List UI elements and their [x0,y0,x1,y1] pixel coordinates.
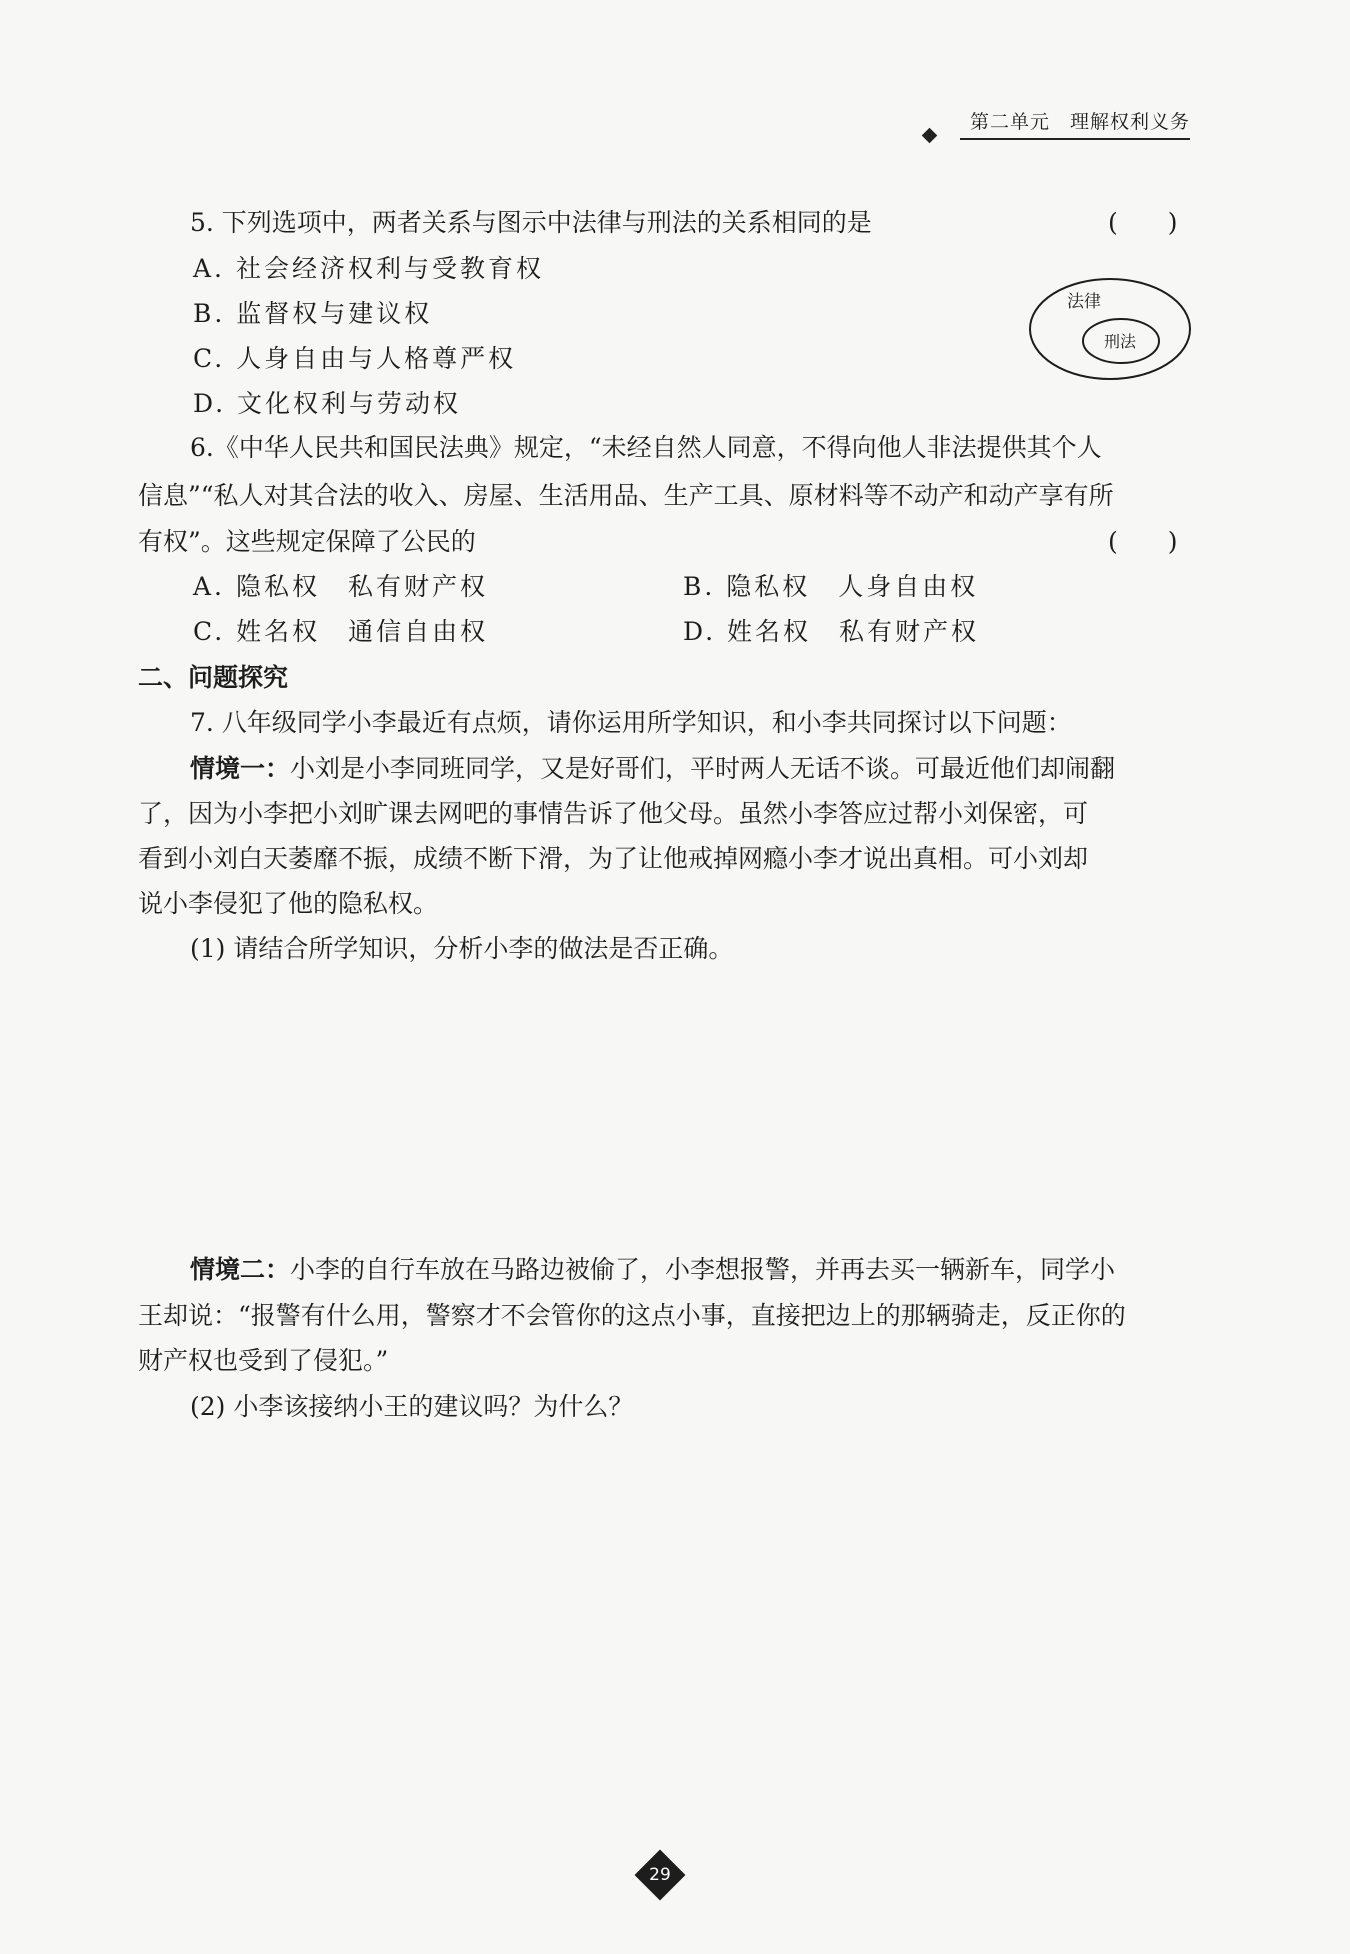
q6-option-c: C. 姓名权 通信自由权 [193,617,489,646]
scenario-2-line-2: 王却说：“报警有什么用，警察才不会管你的这点小事，直接把边上的那辆骑走，反正你的 [138,1301,1126,1330]
q6-option-b: B. 隐私权 人身自由权 [683,572,979,601]
q6-line-2: 信息”“私人对其合法的收入、房屋、生活用品、生产工具、原材料等不动产和动产享有所 [138,481,1114,510]
page-number: 29 [649,1865,671,1885]
running-header [960,108,1190,140]
q5-option-a: A. 社会经济权利与受教育权 [193,254,544,283]
scenario-2-label: 情境二： [190,1255,291,1284]
q5-option-d: D. 文化权利与劳动权 [193,389,462,418]
scenario-1-line-4: 说小李侵犯了他的隐私权。 [138,889,439,918]
q7-intro: 7. 八年级同学小李最近有点烦，请你运用所学知识，和小李共同探讨以下问题： [190,708,1072,737]
question-1: (1) 请结合所学知识，分析小李的做法是否正确。 [190,934,734,963]
scenario-1-line-2: 了，因为小李把小刘旷课去网吧的事情告诉了他父母。虽然小李答应过帮小刘保密，可 [138,799,1089,828]
q6-answer-paren: ( ) [1108,527,1178,556]
page-number-badge [638,1853,682,1897]
diamond-bullet-icon [922,128,938,144]
q6-option-a: A. 隐私权 私有财产权 [193,572,488,601]
q5-answer-paren: ( ) [1108,208,1178,237]
scenario-1-line-1 [190,751,1115,787]
q5-option-b: B. 监督权与建议权 [193,299,433,328]
question-2: (2) 小李该接纳小王的建议吗？为什么？ [190,1392,634,1421]
outer-label: 法律 [1067,292,1101,312]
q6-option-d: D. 姓名权 私有财产权 [683,617,980,646]
scenario-2-line-3: 财产权也受到了侵犯。” [138,1346,389,1375]
q5-option-c: C. 人身自由与人格尊严权 [193,344,517,373]
law-criminal-law-diagram [1028,277,1192,381]
scenario-1-line-3: 看到小刘白天萎靡不振，成绩不断下滑，为了让他戒掉网瘾小李才说出真相。可小刘却 [138,844,1089,873]
q6-line-3: 有权”。这些规定保障了公民的 [138,527,476,556]
outer-ellipse [1030,279,1190,379]
scenario-2-line-1 [190,1252,1115,1288]
scenario-1-label: 情境一： [190,754,291,783]
section-2-title: 二、问题探究 [138,663,289,692]
inner-label: 刑法 [1104,332,1137,351]
q6-line-1: 6.《中华人民共和国民法典》规定，“未经自然人同意，不得向他人非法提供其个人 [190,433,1102,462]
scenario-2-text-1: 小李的自行车放在马路边被偷了，小李想报警，并再去买一辆新车，同学小 [290,1255,1116,1284]
q5-stem: 5. 下列选项中，两者关系与图示中法律与刑法的关系相同的是 [190,208,872,237]
header-text: 第二单元 理解权利义务 [969,111,1190,133]
scenario-1-text-1: 小刘是小李同班同学，又是好哥们，平时两人无话不谈。可最近他们却闹翻 [290,754,1116,783]
